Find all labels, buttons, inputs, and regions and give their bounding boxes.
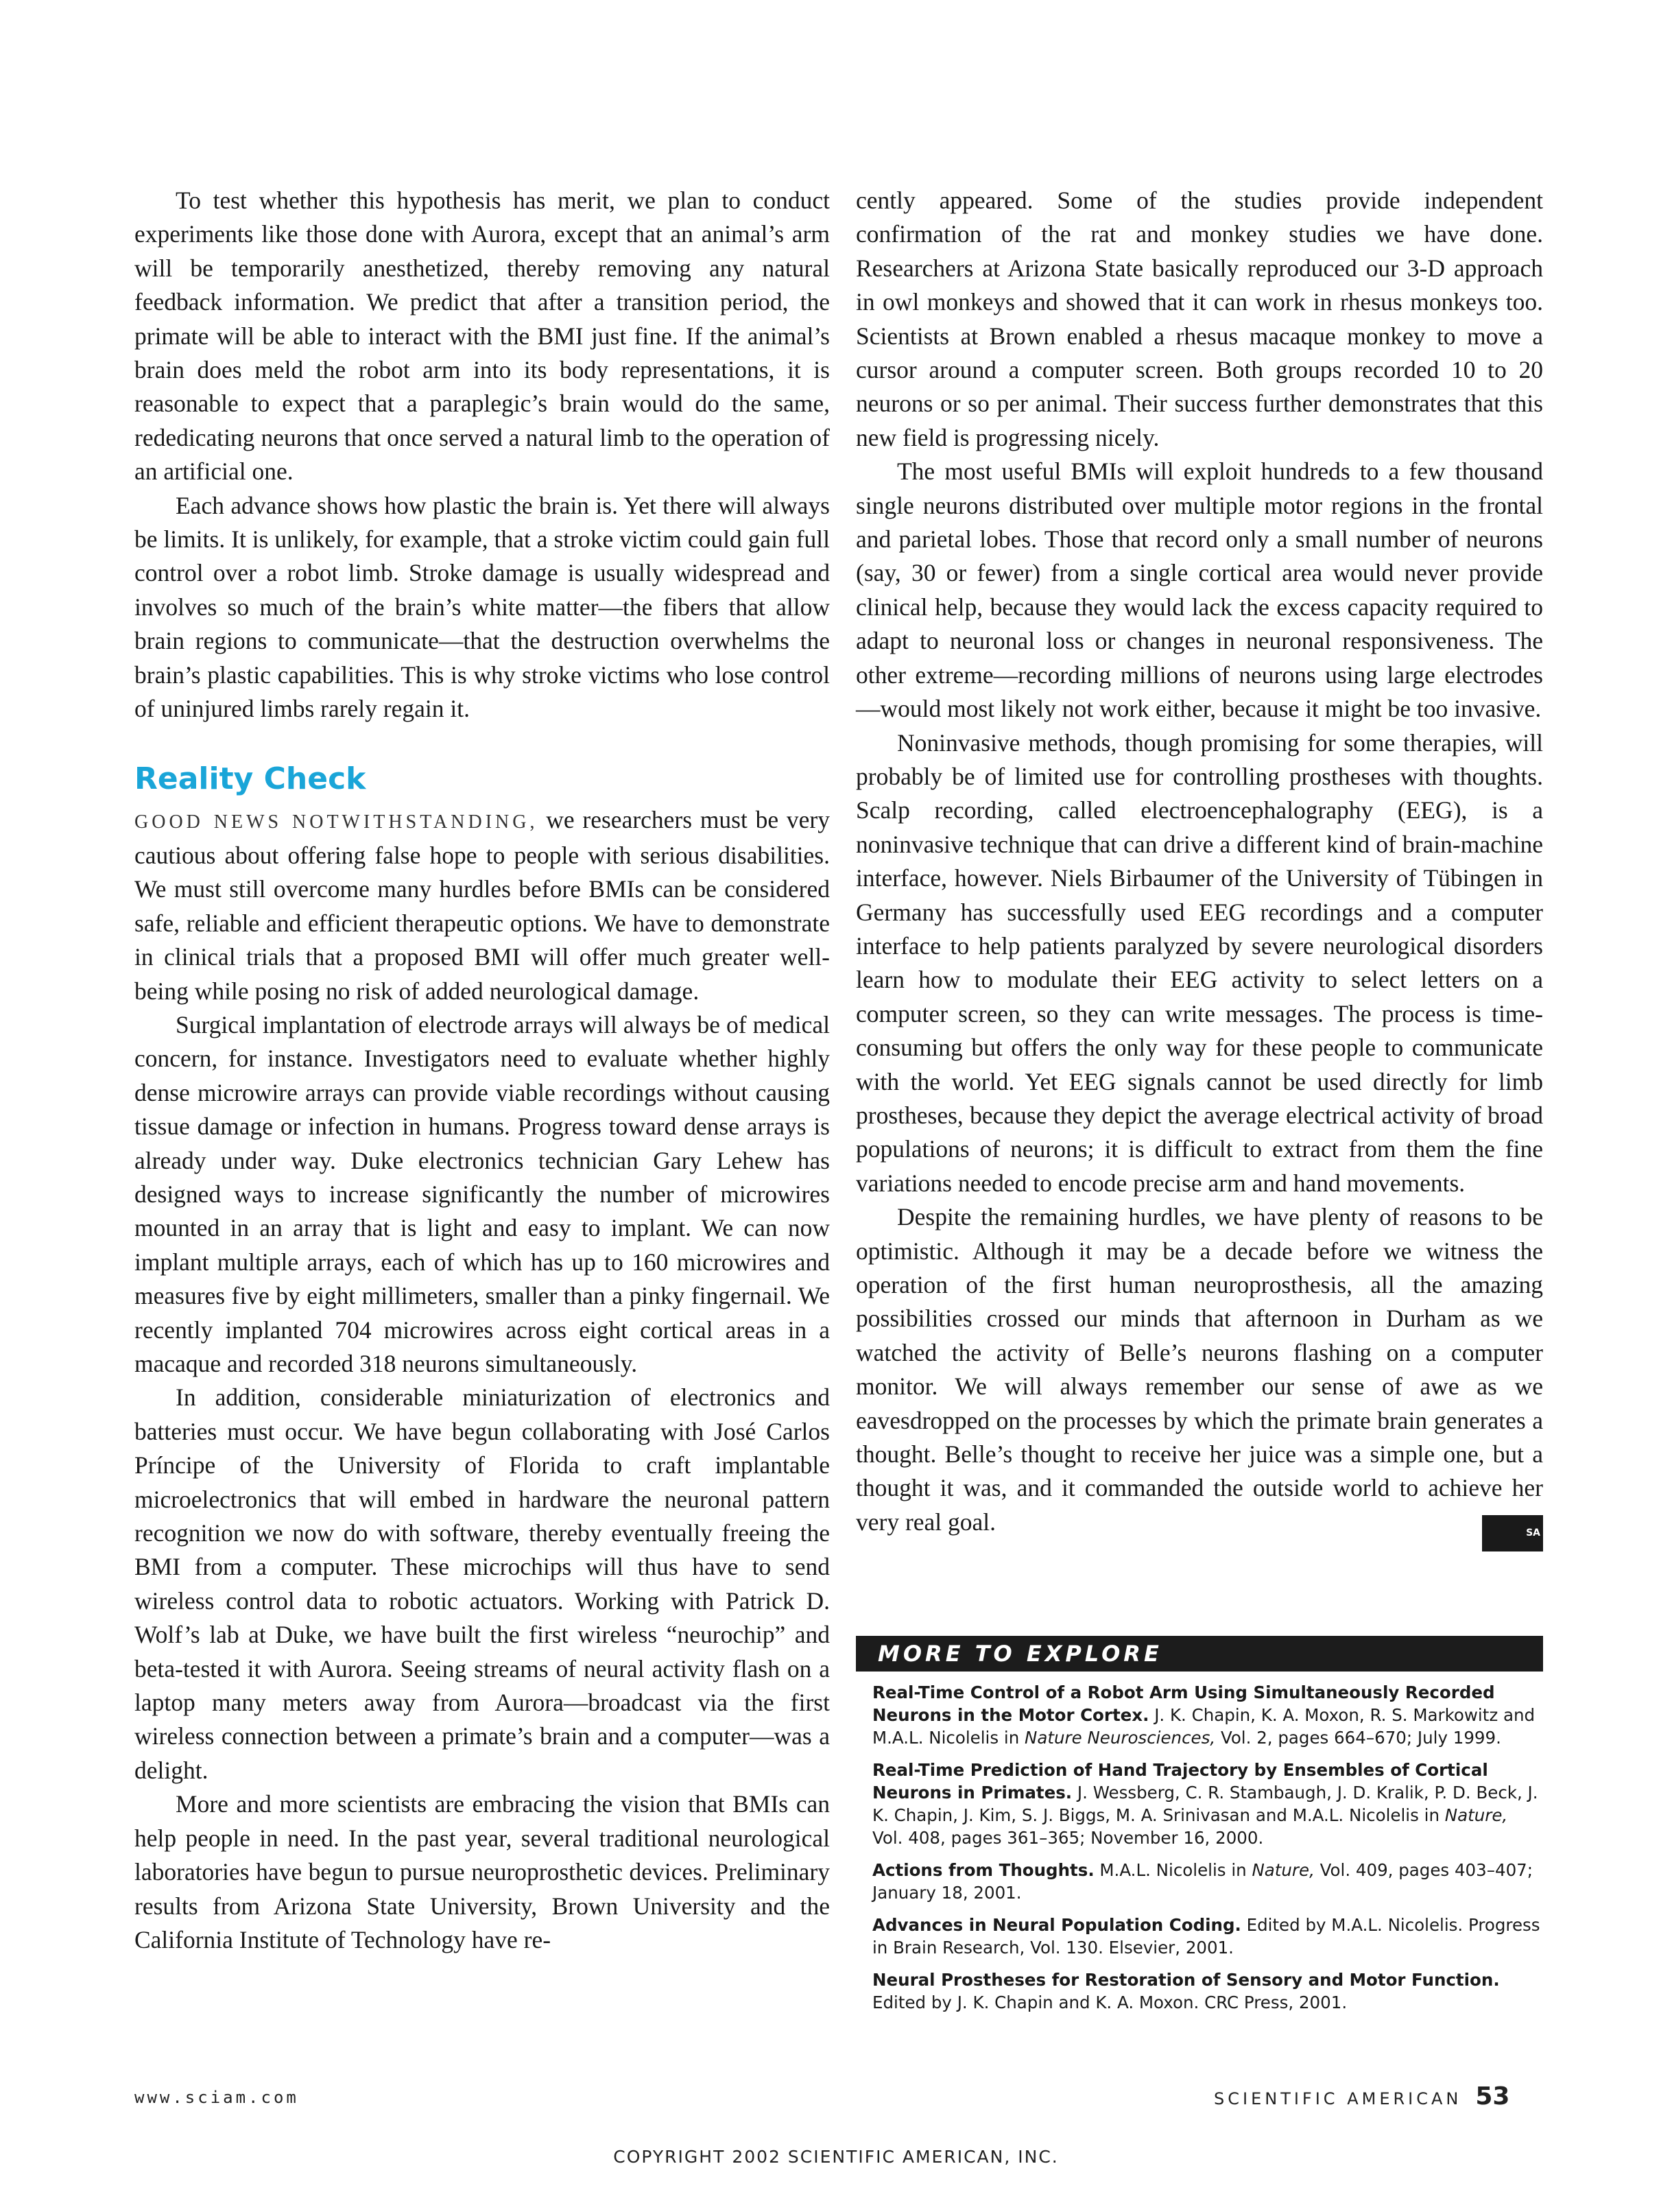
footer-magazine: [1214, 2082, 1509, 2110]
reference-details: Vol. 2, pages 664–670; July 1999.: [1215, 1728, 1501, 1748]
body-paragraph: [856, 1200, 1543, 1539]
lead-in-continuation: we researchers must be very cautious about offering false hope to people with serious disabilities. We must still overcome many hurdles before BMIs can be considered safe, reliable and efficient therapeutic options. We have to demonstrate in clinical trials that a proposed BMI will offer much greater well-being while posing no risk of added neurological damage.: [134, 805, 830, 1005]
body-paragraph: More and more scientists are embracing the vision that BMIs can help people in need. In the past year, several traditional neurological laboratories have begun to pursue neuroprosthetic devices. Preliminary results from Arizona State University, Brown University and the California Institute of Technology have re-: [134, 1790, 830, 1953]
body-paragraph: Each advance shows how plastic the brain is. Yet there will always be limits. It is unlikely, for example, that a stroke victim could gain full control over a robot limb. Stroke damage is usually widespread and involves so much of the brain’s white matter—the fibers that allow brain regions to communicate—that the destruction overwhelms the brain’s plastic capabilities. This is why stroke victims who lose control of uninjured limbs rarely regain it.: [134, 491, 830, 723]
body-paragraph: Surgical implantation of electrode arrays will always be of medical concern, for instance. Investigators need to evaluate whether highly dense microwire arrays can provide viable recordings without causing tissue damage or infection in humans. Progress toward dense arrays is already under way. Duke electronics technician Gary Lehew has designed ways to increase significantly the number of microwires mounted in an array that is light and easy to implant. We can now implant multiple arrays, each of which has up to 160 microwires and measures five by eight millimeters, smaller than a pinky fingernail. We recently implanted 704 microwires across eight cortical areas in a macaque and recorded 318 neurons simultaneously.: [134, 1010, 830, 1377]
reference-title: Real-Time Control of a Robot Arm Using Simultaneously Recorded Neurons in the Motor Cortex.: [872, 1682, 1495, 1725]
reference-list: [856, 1672, 1543, 2014]
reference-journal: Nature Neurosciences,: [1025, 1728, 1216, 1748]
footer-magazine-name: SCIENTIFIC AMERICAN: [1214, 2089, 1462, 2108]
reference-title: Real-Time Prediction of Hand Trajectory by Ensembles of Cortical Neurons in Primates.: [872, 1760, 1488, 1803]
body-paragraph: Noninvasive methods, though promising for some therapies, will probably be of limited use for controlling prostheses with thoughts. Scalp recording, called electroencephalography (EEG), is a noninvasive technique that can drive a different kind of brain-machine interface, however. Niels Birbaumer of the University of Tübingen in Germany has successfully used EEG recordings and a computer interface to help patients paralyzed by severe neurological disorders learn how to modulate their EEG activity to select letters on a computer screen, so they can write messages. The process is time-consuming but offers the only way for these people to communicate with the world. Yet EEG signals cannot be used directly for limb prostheses, because they depict the average electrical activity of broad populations of neurons; it is difficult to extract from them the fine variations needed to encode precise arm and hand movements.: [856, 728, 1543, 1197]
reference-journal: Nature,: [1444, 1805, 1508, 1825]
reference-item: [872, 1681, 1543, 1749]
left-column: [134, 184, 830, 1957]
reference-details: Vol. 408, pages 361–365; November 16, 2000.: [872, 1828, 1264, 1848]
reference-authors: Edited by M.A.L. Nicolelis. Progress in Brain Research, Vol. 130. Elsevier, 2001.: [872, 1915, 1540, 1958]
body-paragraph: To test whether this hypothesis has merit, we plan to conduct experiments like those done with Aurora, except that an animal’s arm will be temporarily anesthetized, thereby removing any natural feedback information. We predict that after a transition period, the primate will be able to interact with the BMI just fine. If the animal’s brain does meld the robot arm into its body representations, it is reasonable to expect that a paraplegic’s brain would do the same, rededicating neurons that once served a natural limb to the operation of an artificial one.: [134, 187, 830, 486]
reference-authors: J. Wessberg, C. R. Stambaugh, J. D. Kralik, P. D. Beck, J. K. Chapin, J. Kim, S. J. Biggs, M. A. Srinivasan and M.A.L. Nicolelis in: [872, 1783, 1538, 1825]
closing-text: Despite the remaining hurdles, we have plenty of reasons to be optimistic. Although it may be a decade before we witness the operation of the first human neuroprosthesis, all the amazing possibilities crossed our minds that afternoon in Durham as we watched the activity of Belle’s neurons flashing on a computer monitor. We will always remember our sense of awe as we eavesdropped on the processes by which the primate brain generates a thought. Belle’s thought to receive her juice was a simple one, but a thought it was, and it commanded the outside world to achieve her very real goal.: [856, 1203, 1543, 1536]
more-to-explore-heading: MORE TO EXPLORE: [856, 1636, 1543, 1672]
page-number: 53: [1475, 2082, 1510, 2110]
body-paragraph: cently appeared. Some of the studies provide independent confirmation of the rat and monkey studies we have done. Researchers at Arizona State basically reproduced our 3-D approach in owl monkeys and showed that it can work in rhesus monkeys too. Scientists at Brown enabled a rhesus macaque monkey to move a cursor around a computer screen. Both groups recorded 10 to 20 neurons or so per animal. Their success further demonstrates that this new field is progressing nicely.: [856, 187, 1543, 451]
reference-item: [872, 1969, 1543, 2014]
reference-item: [872, 1859, 1543, 1904]
reference-item: [872, 1759, 1543, 1849]
right-column: [856, 184, 1543, 1551]
reference-authors: J. K. Chapin, K. A. Moxon, R. S. Markowitz and M.A.L. Nicolelis in: [872, 1705, 1536, 1748]
reference-authors: M.A.L. Nicolelis in: [1094, 1860, 1252, 1880]
reference-journal: Nature,: [1252, 1860, 1315, 1880]
lead-in-text: GOOD NEWS NOTWITHSTANDING,: [134, 811, 538, 833]
section-subhead: Reality Check: [134, 761, 366, 796]
reference-authors: Edited by J. K. Chapin and K. A. Moxon. CRC Press, 2001.: [872, 1993, 1348, 2012]
reference-title: Advances in Neural Population Coding.: [872, 1915, 1241, 1935]
reference-item: [872, 1914, 1543, 1959]
body-paragraph: [134, 803, 830, 1008]
end-mark-icon: SA: [1482, 1515, 1543, 1551]
reference-title: Actions from Thoughts.: [872, 1860, 1095, 1880]
body-paragraph: The most useful BMIs will exploit hundreds to a few thousand single neurons distributed over multiple motor regions in the frontal and parietal lobes. Those that record only a small number of neurons (say, 30 or fewer) from a single cortical area would never provide clinical help, because they would lack the excess capacity required to adapt to neuronal loss or changes in neuronal responsiveness. The other extreme—recording millions of neurons using large electrodes—would most likely not work either, because it might be too invasive.: [856, 457, 1543, 723]
reference-title: Neural Prostheses for Restoration of Sensory and Motor Function.: [872, 1970, 1500, 1990]
more-to-explore-box: [856, 1636, 1543, 2023]
copyright-notice: COPYRIGHT 2002 SCIENTIFIC AMERICAN, INC.: [613, 2147, 1059, 2167]
footer-url: www.sciam.com: [134, 2088, 299, 2107]
body-paragraph: In addition, considerable miniaturization of electronics and batteries must occur. We have begun collaborating with José Carlos Príncipe of the University of Florida to craft implantable microelectronics that will embed in hardware the neuronal pattern recognition we now do with software, thereby eventually freeing the BMI from a computer. These microchips will thus have to send wireless control data to robotic actuators. Working with Patrick D. Wolf’s lab at Duke, we have built the first wireless “neurochip” and beta-tested it with Aurora. Seeing streams of neural activity flash on a laptop many meters away from Aurora—broadcast via the first wireless connection between a primate’s brain and a computer—was a delight.: [134, 1383, 830, 1784]
reference-details: Vol. 409, pages 403–407; January 18, 2001.: [872, 1860, 1533, 1903]
